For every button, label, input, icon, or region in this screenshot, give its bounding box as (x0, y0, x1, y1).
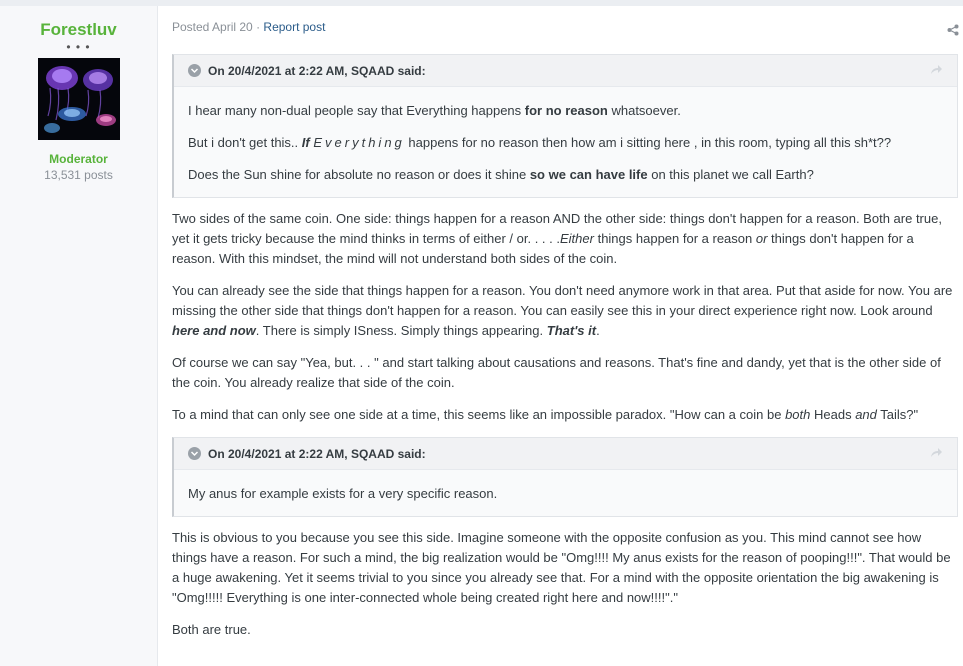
post-paragraph: To a mind that can only see one side at a time, this seems like an impossible paradox. "How can a coin be both Heads and Tails?" (172, 407, 919, 422)
author-panel (0, 6, 158, 666)
meta-separator: · (256, 20, 261, 34)
quote-header[interactable] (174, 55, 957, 87)
quote-block (172, 437, 958, 517)
posted-date: Posted April 20 (172, 20, 253, 34)
quote-block (172, 54, 958, 198)
avatar[interactable] (38, 58, 120, 140)
quote-paragraph: I hear many non-dual people say that Everything happens for no reason whatsoever. (188, 103, 681, 118)
post-meta (172, 20, 958, 42)
post-paragraph: Of course we can say "Yea, but. . . " and start talking about causations and reasons. That's fine and dandy, yet that is the other side of the coin. You already realize that side of the coin. (172, 355, 941, 390)
jellyfish-avatar-image (38, 58, 120, 140)
quote-body (174, 87, 957, 184)
post-paragraph: Both are true. (172, 622, 251, 637)
quote-paragraph: Does the Sun shine for absolute no reason or does it shine so we can have life on this planet we call Earth? (188, 167, 814, 182)
quote-paragraph: But i don't get this.. If Everything happens for no reason then how am i sitting here , in this room, typing all this sh*t?? (188, 135, 892, 150)
quote-header[interactable] (174, 438, 957, 470)
chevron-down-icon[interactable] (188, 64, 201, 77)
author-name-link[interactable]: Forestluv (40, 20, 117, 39)
chevron-down-icon[interactable] (188, 447, 201, 460)
post-paragraph: This is obvious to you because you see this side. Imagine someone with the opposite confusion as you. This mind cannot see how things have a reason. For such a mind, the big realization would be "Omg!!!! My anus exists for the reason of pooping!!!". That would be a huge awakening. Yet it seems trivial to you since you already see that. For a mind with the opposite orientation the big awakening is "Omg!!!!! Everything is one inter-connected whole being created right here and now!!!!"." (172, 530, 951, 605)
quote-attribution: On 20/4/2021 at 2:22 AM, SQAAD said: (208, 63, 426, 78)
author-role-badge: Moderator (49, 152, 108, 166)
quote-body (174, 470, 957, 503)
quote-paragraph: My anus for example exists for a very specific reason. (188, 486, 498, 501)
quote-jump-icon[interactable] (929, 63, 943, 77)
quote-jump-icon[interactable] (929, 446, 943, 460)
report-post-link[interactable]: Report post (263, 20, 326, 34)
post-content (172, 20, 958, 652)
author-status-dots: • • • (66, 40, 91, 54)
quote-attribution: On 20/4/2021 at 2:22 AM, SQAAD said: (208, 446, 426, 461)
post-paragraph: Two sides of the same coin. One side: things happen for a reason AND the other side: things don't happen for a reason. Both are true, yet it gets tricky because the mind thinks in terms of either / or. . . . .Either things happen for a reason or things don't happen for a reason. With this mindset, the mind will not understand both sides of the coin. (172, 211, 942, 266)
author-post-count: 13,531 posts (44, 168, 113, 182)
post-paragraph: You can already see the side that things happen for a reason. You don't need anymore work in that area. Put that aside for now. You are missing the other side that things don't happen for a reason. You can easily see this in your direct experience right now. Look around here and now. There is simply ISness. Simply things appearing. That's it. (172, 283, 953, 338)
